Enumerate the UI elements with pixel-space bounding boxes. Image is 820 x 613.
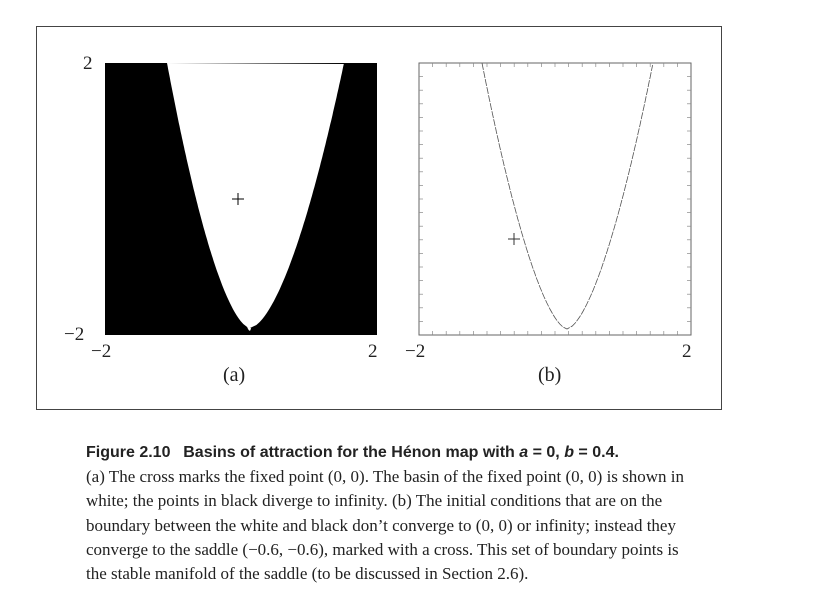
panel-b-stable-manifold xyxy=(482,63,653,329)
caption-title-suffix: = 0.4. xyxy=(573,444,619,461)
caption-param-a: a xyxy=(519,444,529,461)
panel-b-minor-ticks xyxy=(419,63,691,335)
caption-param-b: b xyxy=(564,444,574,461)
panel-b-x-tick-right: 2 xyxy=(682,341,692,362)
panel-a-y-tick-top: 2 xyxy=(83,53,93,74)
panel-a xyxy=(64,53,378,386)
panel-a-y-tick-bottom: −2 xyxy=(64,324,85,345)
panel-b-x-tick-left: −2 xyxy=(405,341,426,362)
panel-a-x-tick-right: 2 xyxy=(368,341,378,362)
caption-title-mid: = 0, xyxy=(528,444,565,461)
panel-a-label: (a) xyxy=(223,364,246,386)
panel-b-axes-box xyxy=(419,63,691,335)
cross-marker-saddle xyxy=(508,233,520,245)
caption-title xyxy=(183,444,619,461)
figure-frame xyxy=(36,26,722,410)
figure-caption xyxy=(86,440,686,586)
panel-b-label: (b) xyxy=(538,364,562,386)
caption-heading: Figure 2.10 xyxy=(86,444,171,461)
panel-a-x-tick-left: −2 xyxy=(91,341,112,362)
caption-body: (a) The cross marks the fixed point (0, 0). The basin of the fixed point (0, 0) is shown in white; the points in black diverge to infinity. (b) The initial conditions that are on the boundary between the white and black don’t converge to (0, 0) or infinity; instead they converge to the saddle (−0.6, −0.6), marked with a cross. This set of boundary points is the stable manifold of the saddle (to be discussed in Section 2.6). xyxy=(86,467,685,584)
figure-svg xyxy=(37,27,723,411)
panel-b xyxy=(405,63,692,386)
caption-title-prefix: Basins of attraction for the Hénon map with xyxy=(183,444,520,461)
